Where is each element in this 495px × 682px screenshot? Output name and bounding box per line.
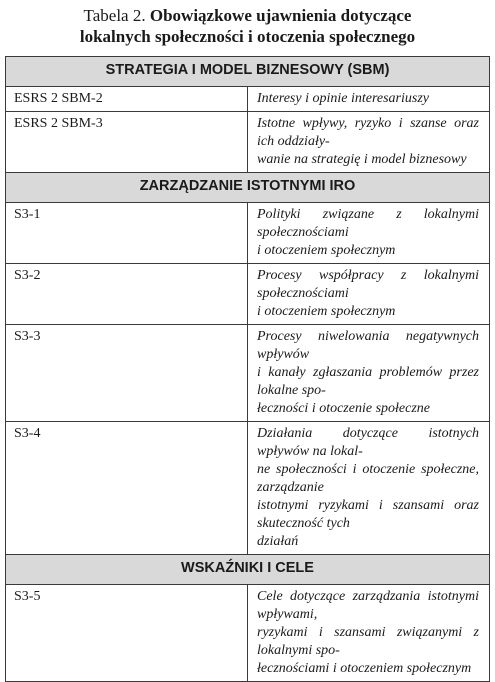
description-line: łecznościami i otoczeniem społecznym (257, 661, 472, 676)
disclosure-description (248, 585, 490, 682)
section-heading-row (6, 555, 490, 585)
section-heading-strategy: STRATEGIA I MODEL BIZNESOWY (SBM) (6, 57, 490, 87)
description-line: i otoczeniem społecznym (257, 304, 396, 319)
table-row (6, 112, 490, 173)
table-row (6, 87, 490, 112)
disclosure-code: S3-2 (6, 264, 248, 325)
disclosure-description (248, 264, 490, 325)
disclosure-code: ESRS 2 SBM-3 (6, 112, 248, 173)
description-line: i otoczeniem społecznym (257, 243, 396, 258)
table-row (6, 264, 490, 325)
table-row (6, 325, 490, 422)
disclosure-description (248, 422, 490, 555)
table-caption (0, 0, 495, 48)
table-row (6, 585, 490, 682)
description-line: Procesy niwelowania negatywnych wpływów (257, 329, 479, 362)
description-line: istotnymi ryzykami i szansami oraz skuteczność tych (257, 498, 479, 531)
caption-title-line-2: lokalnych społeczności i otoczenia społecznego (79, 27, 416, 46)
disclosure-code: S3-4 (6, 422, 248, 555)
description-line: wanie na strategię i model biznesowy (257, 152, 467, 167)
caption-label: Tabela 2. (83, 6, 146, 25)
disclosure-description (248, 325, 490, 422)
description-line: Cele dotyczące zarządzania istotnymi wpływami, (257, 589, 479, 622)
disclosure-description (248, 203, 490, 264)
description-line: Interesy i opinie interesariuszy (257, 91, 429, 106)
disclosure-code: S3-1 (6, 203, 248, 264)
caption-title-line-1: Obowiązkowe ujawnienia dotyczące (149, 6, 412, 25)
disclosure-description (248, 112, 490, 173)
description-line: łeczności i otoczenie społeczne (257, 401, 431, 416)
section-heading-row (6, 57, 490, 87)
description-line: działań (257, 534, 299, 549)
description-line: ryzykami i szansami związanymi z lokalnymi spo- (257, 625, 479, 658)
section-heading-row (6, 173, 490, 203)
disclosure-description (248, 87, 490, 112)
description-line: Istotne wpływy, ryzyko i szanse oraz ich oddziały- (257, 116, 479, 149)
description-line: Procesy współpracy z lokalnymi społecznościami (257, 268, 479, 301)
section-heading-iro-management: ZARZĄDZANIE ISTOTNYMI IRO (6, 173, 490, 203)
disclosure-code: S3-3 (6, 325, 248, 422)
table-row (6, 203, 490, 264)
disclosure-code: ESRS 2 SBM-2 (6, 87, 248, 112)
description-line: i kanały zgłaszania problemów przez lokalne spo- (257, 365, 479, 398)
disclosure-code: S3-5 (6, 585, 248, 682)
description-line: ne społeczności i otoczenie społeczne, zarządzanie (257, 462, 479, 495)
description-line: Działania dotyczące istotnych wpływów na lokal- (257, 426, 479, 459)
section-heading-metrics-targets: WSKAŹNIKI I CELE (6, 555, 490, 585)
description-line: Polityki związane z lokalnymi społecznościami (257, 207, 479, 240)
disclosures-table (5, 56, 490, 682)
table-row (6, 422, 490, 555)
caption-line-1 (0, 5, 495, 26)
